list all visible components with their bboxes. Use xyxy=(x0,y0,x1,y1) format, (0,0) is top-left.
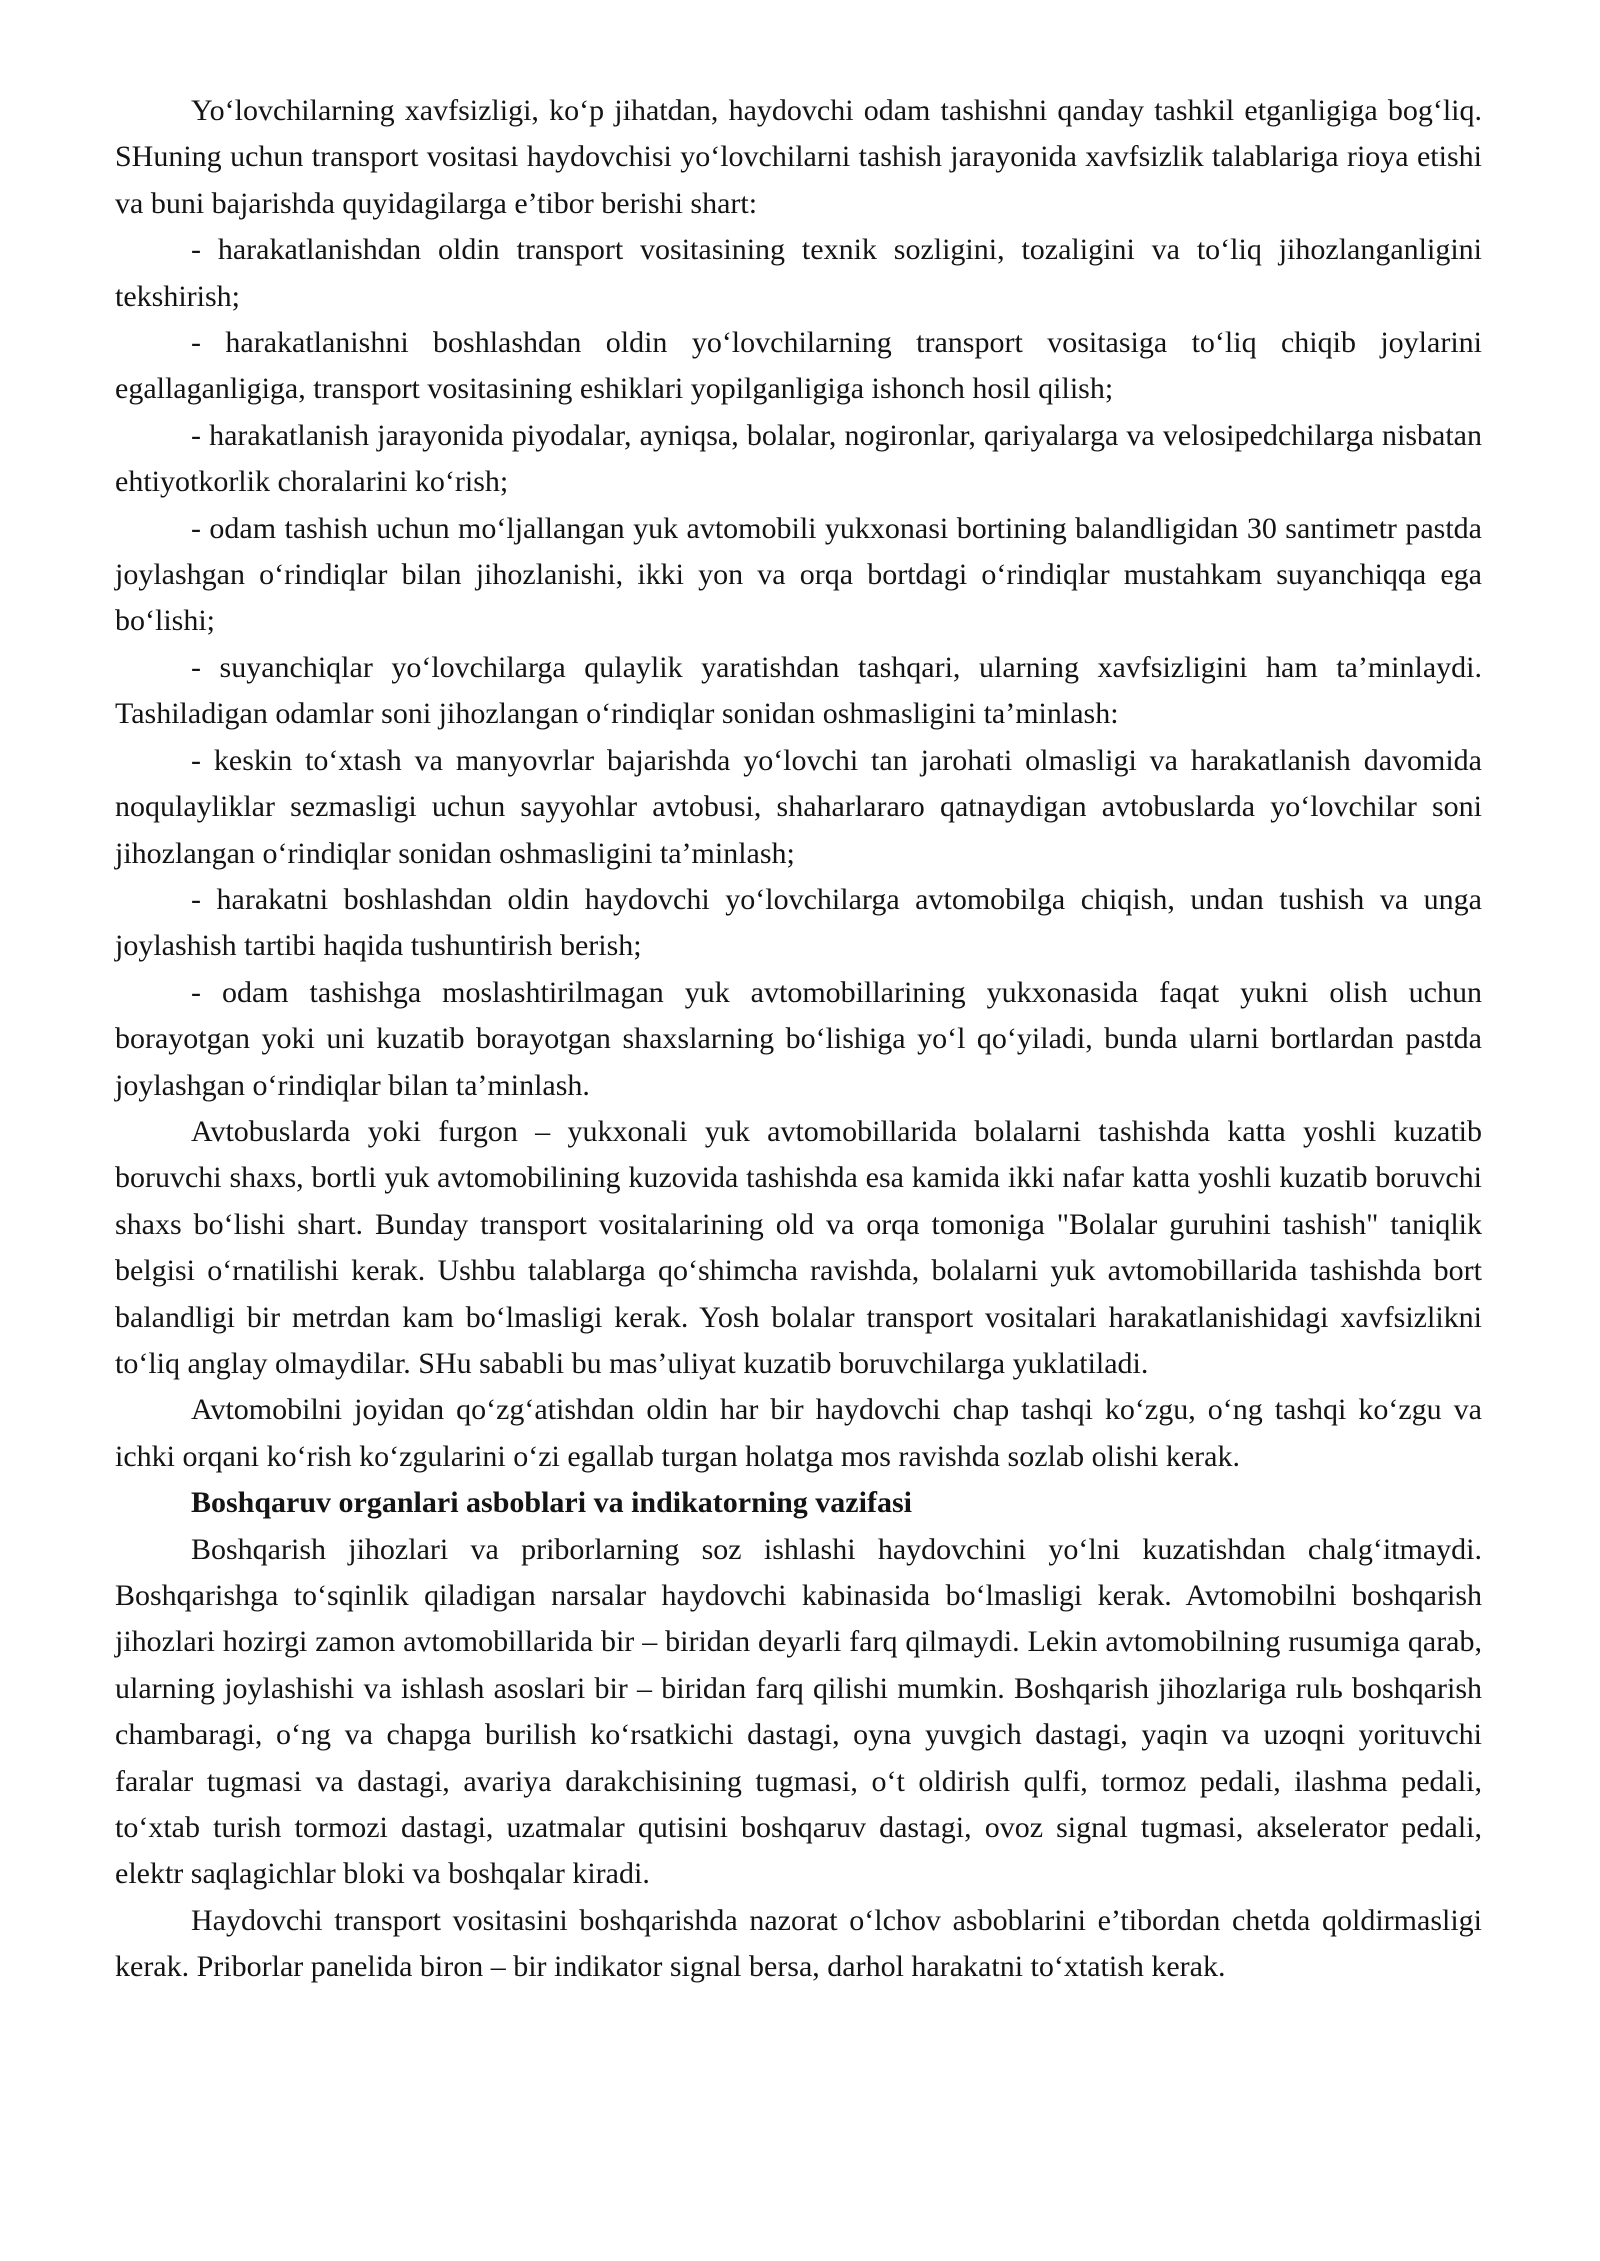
paragraph-instruments: Haydovchi transport vositasini boshqarishda nazorat o‘lchov asboblarini e’tibordan chetda qoldirmasligi kerak. Priborlar panelida biron – bir indikator signal bersa, darhol harakatni to‘xtatish kerak. xyxy=(115,1903,1482,1984)
list-item-briefing: - harakatni boshlashdan oldin haydovchi yo‘lovchilarga avtomobilga chiqish, undan tushish va unga joylashish tartibi haqida tushuntirish berish; xyxy=(115,882,1482,963)
paragraph-controls: Boshqarish jihozlari va priborlarning soz ishlashi haydovchini yo‘lni kuzatishdan chalg‘itmaydi. Boshqarishga to‘sqinlik qiladigan narsalar haydovchi kabinasida bo‘lmasligi kerak. Avtomobilni boshqarish jihozlari hozirgi zamon avtomobillarida bir – biridan deyarli farq qilmaydi. Lekin avtomobilning rusumiga qarab, ularning joylashishi va ishlash asoslari bir – biridan farq qilishi mumkin. Boshqarish jihozlariga rulь boshqarish chambaragi, o‘ng va chapga burilish ko‘rsatkichi dastagi, oyna yuvgich dastagi, yaqin va uzoqni yorituvchi faralar tugmasi va dastagi, avariya darakchisining tugmasi, o‘t oldirish qulfi, tormoz pedali, ilashma pedali, to‘xtab turish tormozi dastagi, uzatmalar qutisini boshqaruv dastagi, ovoz signal tugmasi, akselerator pedali, elektr saqlagichlar bloki va boshqalar kiradi. xyxy=(115,1532,1482,1891)
list-item-pedestrians: - harakatlanish jarayonida piyodalar, ayniqsa, bolalar, nogironlar, qariyalarga va velosipedchilarga nisbatan ehtiyotkorlik choralarini ko‘rish; xyxy=(115,418,1482,499)
list-item-truck-seats: - odam tashish uchun mo‘ljallangan yuk avtomobili yukxonasi bortining balandligidan 30 santimetr pastda joylashgan o‘rindiqlar bilan jihozlanishi, ikki yon va orqa bortdagi o‘rindiqlar mustahkam suyanchiqqa ega bo‘lishi; xyxy=(115,511,1482,638)
paragraph-intro: Yo‘lovchilarning xavfsizligi, ko‘p jihatdan, haydovchi odam tashishni qanday tashkil etganligiga bog‘liq. SHuning uchun transport vositasi haydovchisi yo‘lovchilarni tashish jarayonida xavfsizlik talablariga rioya etishi va buni bajarishda quyidagilarga e’tibor berishi shart: xyxy=(115,94,1482,220)
list-item-before-start: - harakatlanishni boshlashdan oldin yo‘lovchilarning transport vositasiga to‘liq chiqib joylarini egallaganligiga, transport vositasining eshiklari yopilganligiga ishonch hosil qilish; xyxy=(115,326,1482,406)
list-item-check-vehicle: - harakatlanishdan oldin transport vositasining texnik sozligini, tozaligini va to‘liq jihozlanganligini tekshirish; xyxy=(115,233,1482,313)
paragraph-children-transport: Avtobuslarda yoki furgon – yukxonali yuk avtomobillarida bolalarni tashishda katta yoshli kuzatib boruvchi shaxs, bortli yuk avtomobilining kuzovida tashishda esa kamida ikki nafar katta yoshli kuzatib boruvchi shaxs bo‘lishi shart. Bunday transport vositalarining old va orqa tomoniga "Bolalar guruhini tashish" taniqlik belgisi o‘rnatilishi kerak. Ushbu talablarga qo‘shimcha ravishda, bolalarni yuk avtomobillarida tashishda bort balandligi bir metrdan kam bo‘lmasligi kerak. Yosh bolalar transport vositalari harakatlanishidagi xavfsizlikni to‘liq anglay olmaydilar. SHu sababli bu mas’uliyat kuzatib boruvchilarga yuklatiladi. xyxy=(115,1114,1482,1380)
section-heading: Boshqaruv organlari asboblari va indikatorning vazifasi xyxy=(191,1486,912,1520)
list-item-bus-passengers: - keskin to‘xtash va manyovrlar bajarishda yo‘lovchi tan jarohati olmasligi va harakatlanish davomida noqulayliklar sezmasligi uchun sayyohlar avtobusi, shaharlararo qatnaydigan avtobuslarda yo‘lovchilar soni jihozlangan o‘rindiqlar sonidan oshmasligini ta’minlash; xyxy=(115,743,1482,870)
page-bottom-clip xyxy=(115,1898,1482,2037)
paragraph-mirrors: Avtomobilni joyidan qo‘zg‘atishdan oldin har bir haydovchi chap tashqi ko‘zgu, o‘ng tashqi ko‘zgu va ichki orqani ko‘rish ko‘zgularini o‘zi egallab turgan holatga mos ravishda sozlab olishi kerak. xyxy=(115,1393,1482,1473)
document-page xyxy=(115,88,1482,2037)
list-item-backrests: - suyanchiqlar yo‘lovchilarga qulaylik yaratishdan tashqari, ularning xavfsizligini ham ta’minlaydi. Tashiladigan odamlar soni jihozlangan o‘rindiqlar sonidan oshmasligini ta’minlash: xyxy=(115,650,1482,731)
list-item-cargo-area: - odam tashishga moslashtirilmagan yuk avtomobillarining yukxonasida faqat yukni olish uchun borayotgan yoki uni kuzatib borayotgan shaxslarning bo‘lishiga yo‘l qo‘yiladi, bunda ularni bortlardan pastda joylashgan o‘rindiqlar bilan ta’minlash. xyxy=(115,975,1482,1102)
